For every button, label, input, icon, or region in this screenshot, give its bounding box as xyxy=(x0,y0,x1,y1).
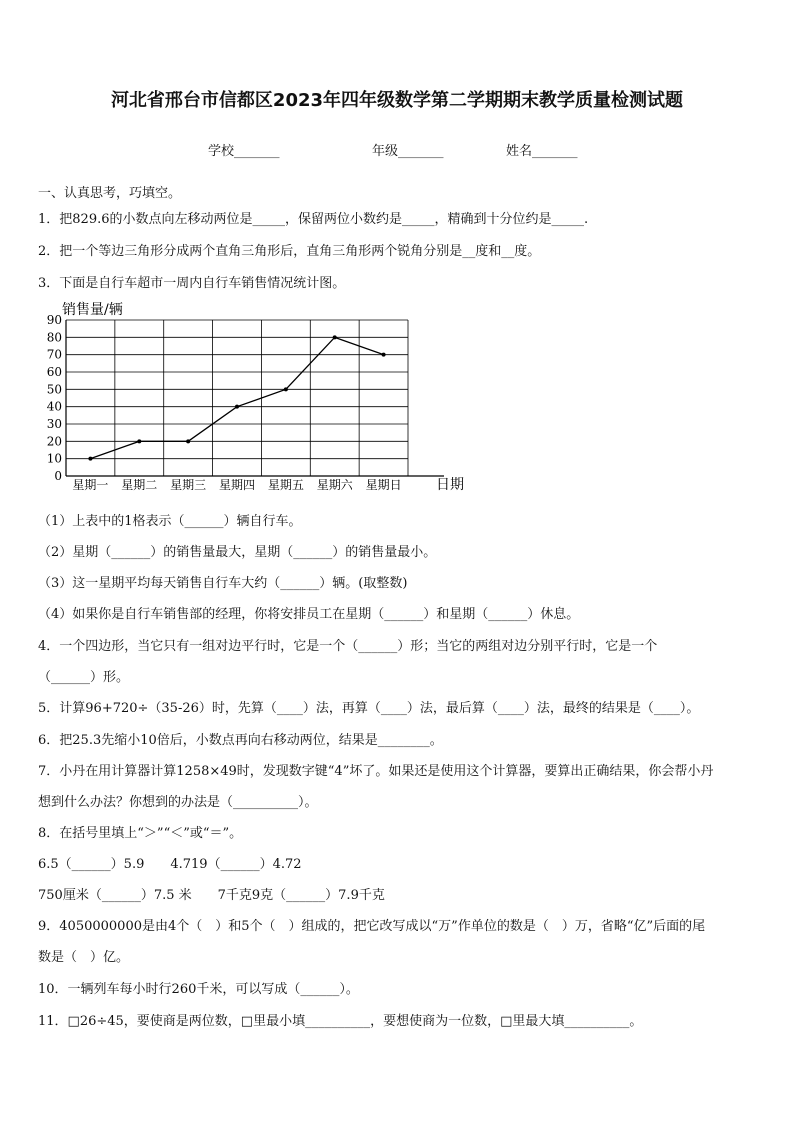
y-tick-label: 80 xyxy=(46,330,62,345)
question-2: 2．把一个等边三角形分成两个直角三角形后，直角三角形两个锐角分别是__度和__度。 xyxy=(38,244,541,259)
school-field[interactable]: 学校_______ xyxy=(208,144,280,159)
x-tick-label: 星期三 xyxy=(170,478,207,492)
y-tick-label: 40 xyxy=(46,399,62,414)
data-point xyxy=(284,387,288,391)
question-8-row1: 6.5（______）5.9 4.719（______）4.72 xyxy=(38,857,302,872)
question-3-3: （3）这一星期平均每天销售自行车大约（______）辆。(取整数) xyxy=(38,576,408,591)
data-point xyxy=(186,439,190,443)
question-3-4: （4）如果你是自行车销售部的经理，你将安排员工在星期（______）和星期（______）休息。 xyxy=(38,607,580,622)
chart-ylabel: 销售量/辆 xyxy=(62,302,123,318)
question-8: 8．在括号里填上“＞”“＜”或“＝”。 xyxy=(38,826,243,841)
question-9a: 9．4050000000是由4个（ ）和5个（ ）组成的，把它改写成以“万”作单位的数是（ ）万，省略“亿”后面的尾 xyxy=(38,919,706,934)
sales-series-line xyxy=(90,337,383,458)
data-point xyxy=(88,457,92,461)
x-tick-label: 星期四 xyxy=(218,478,256,492)
question-11: 11．□26÷45，要使商是两位数，□里最小填__________，要想使商为一位数，□里最大填__________。 xyxy=(38,1014,643,1029)
question-9b: 数是（ ）亿。 xyxy=(38,950,130,965)
question-3-1: （1）上表中的1格表示（______）辆自行车。 xyxy=(38,514,302,529)
chart-xlabel: 日期 xyxy=(436,477,464,493)
y-tick-label: 70 xyxy=(46,347,62,362)
question-8-row2: 750厘米（______）7.5 米 7千克9克（______）7.9千克 xyxy=(38,888,385,903)
data-points xyxy=(88,335,385,460)
question-3-2: （2）星期（______）的销售量最大，星期（______）的销售量最小。 xyxy=(38,545,437,560)
question-5: 5．计算96+720÷（35-26）时，先算（____）法，再算（____）法，最后算（____）法，最终的结果是（____）。 xyxy=(38,701,700,716)
name-field[interactable]: 姓名_______ xyxy=(506,144,578,159)
x-tick-labels xyxy=(72,477,401,492)
y-tick-label: 90 xyxy=(46,313,62,327)
y-tick-label: 30 xyxy=(46,417,62,431)
data-point xyxy=(235,405,239,409)
y-tick-label: 0 xyxy=(54,469,62,483)
question-7a: 7．小丹在用计算器计算1258×49时，发现数字键“4”坏了。如果还是使用这个计算器，要算出正确结果，你会帮小丹 xyxy=(38,764,714,779)
y-tick-label: 20 xyxy=(46,434,62,449)
chart-grid xyxy=(66,320,444,476)
data-point xyxy=(333,335,337,339)
question-4a: 4．一个四边形，当它只有一组对边平行时，它是一个（______）形；当它的两组对边分别平行时，它是一个 xyxy=(38,639,658,654)
data-point xyxy=(137,439,141,443)
question-1: 1．把829.6的小数点向左移动两位是_____，保留两位小数约是_____，精确到十分位约是_____. xyxy=(38,212,589,227)
question-6: 6．把25.3先缩小10倍后，小数点再向右移动两位，结果是________。 xyxy=(38,733,443,748)
x-tick-label: 星期日 xyxy=(365,478,402,492)
y-tick-label: 10 xyxy=(46,451,62,466)
question-10: 10．一辆列车每小时行260千米，可以写成（______）。 xyxy=(38,982,359,997)
page-title: 河北省邢台市信都区2023年四年级数学第二学期期末教学质量检测试题 xyxy=(110,90,684,111)
x-tick-label: 星期二 xyxy=(121,478,158,492)
x-tick-label: 星期六 xyxy=(316,478,353,492)
data-point xyxy=(382,353,386,357)
section-heading: 一、认真思考，巧填空。 xyxy=(38,186,182,201)
y-tick-label: 60 xyxy=(46,365,62,379)
x-tick-label: 星期五 xyxy=(267,478,304,492)
y-tick-label: 50 xyxy=(46,382,62,397)
sales-line-chart xyxy=(30,296,480,496)
question-7b: 想到什么办法？你想到的办法是（__________）。 xyxy=(38,795,318,810)
y-tick-labels xyxy=(47,313,62,483)
question-3: 3．下面是自行车超市一周内自行车销售情况统计图。 xyxy=(38,276,346,291)
question-4b: （______）形。 xyxy=(38,670,130,685)
grade-field[interactable]: 年级_______ xyxy=(372,144,444,159)
x-tick-label: 星期一 xyxy=(72,478,109,492)
